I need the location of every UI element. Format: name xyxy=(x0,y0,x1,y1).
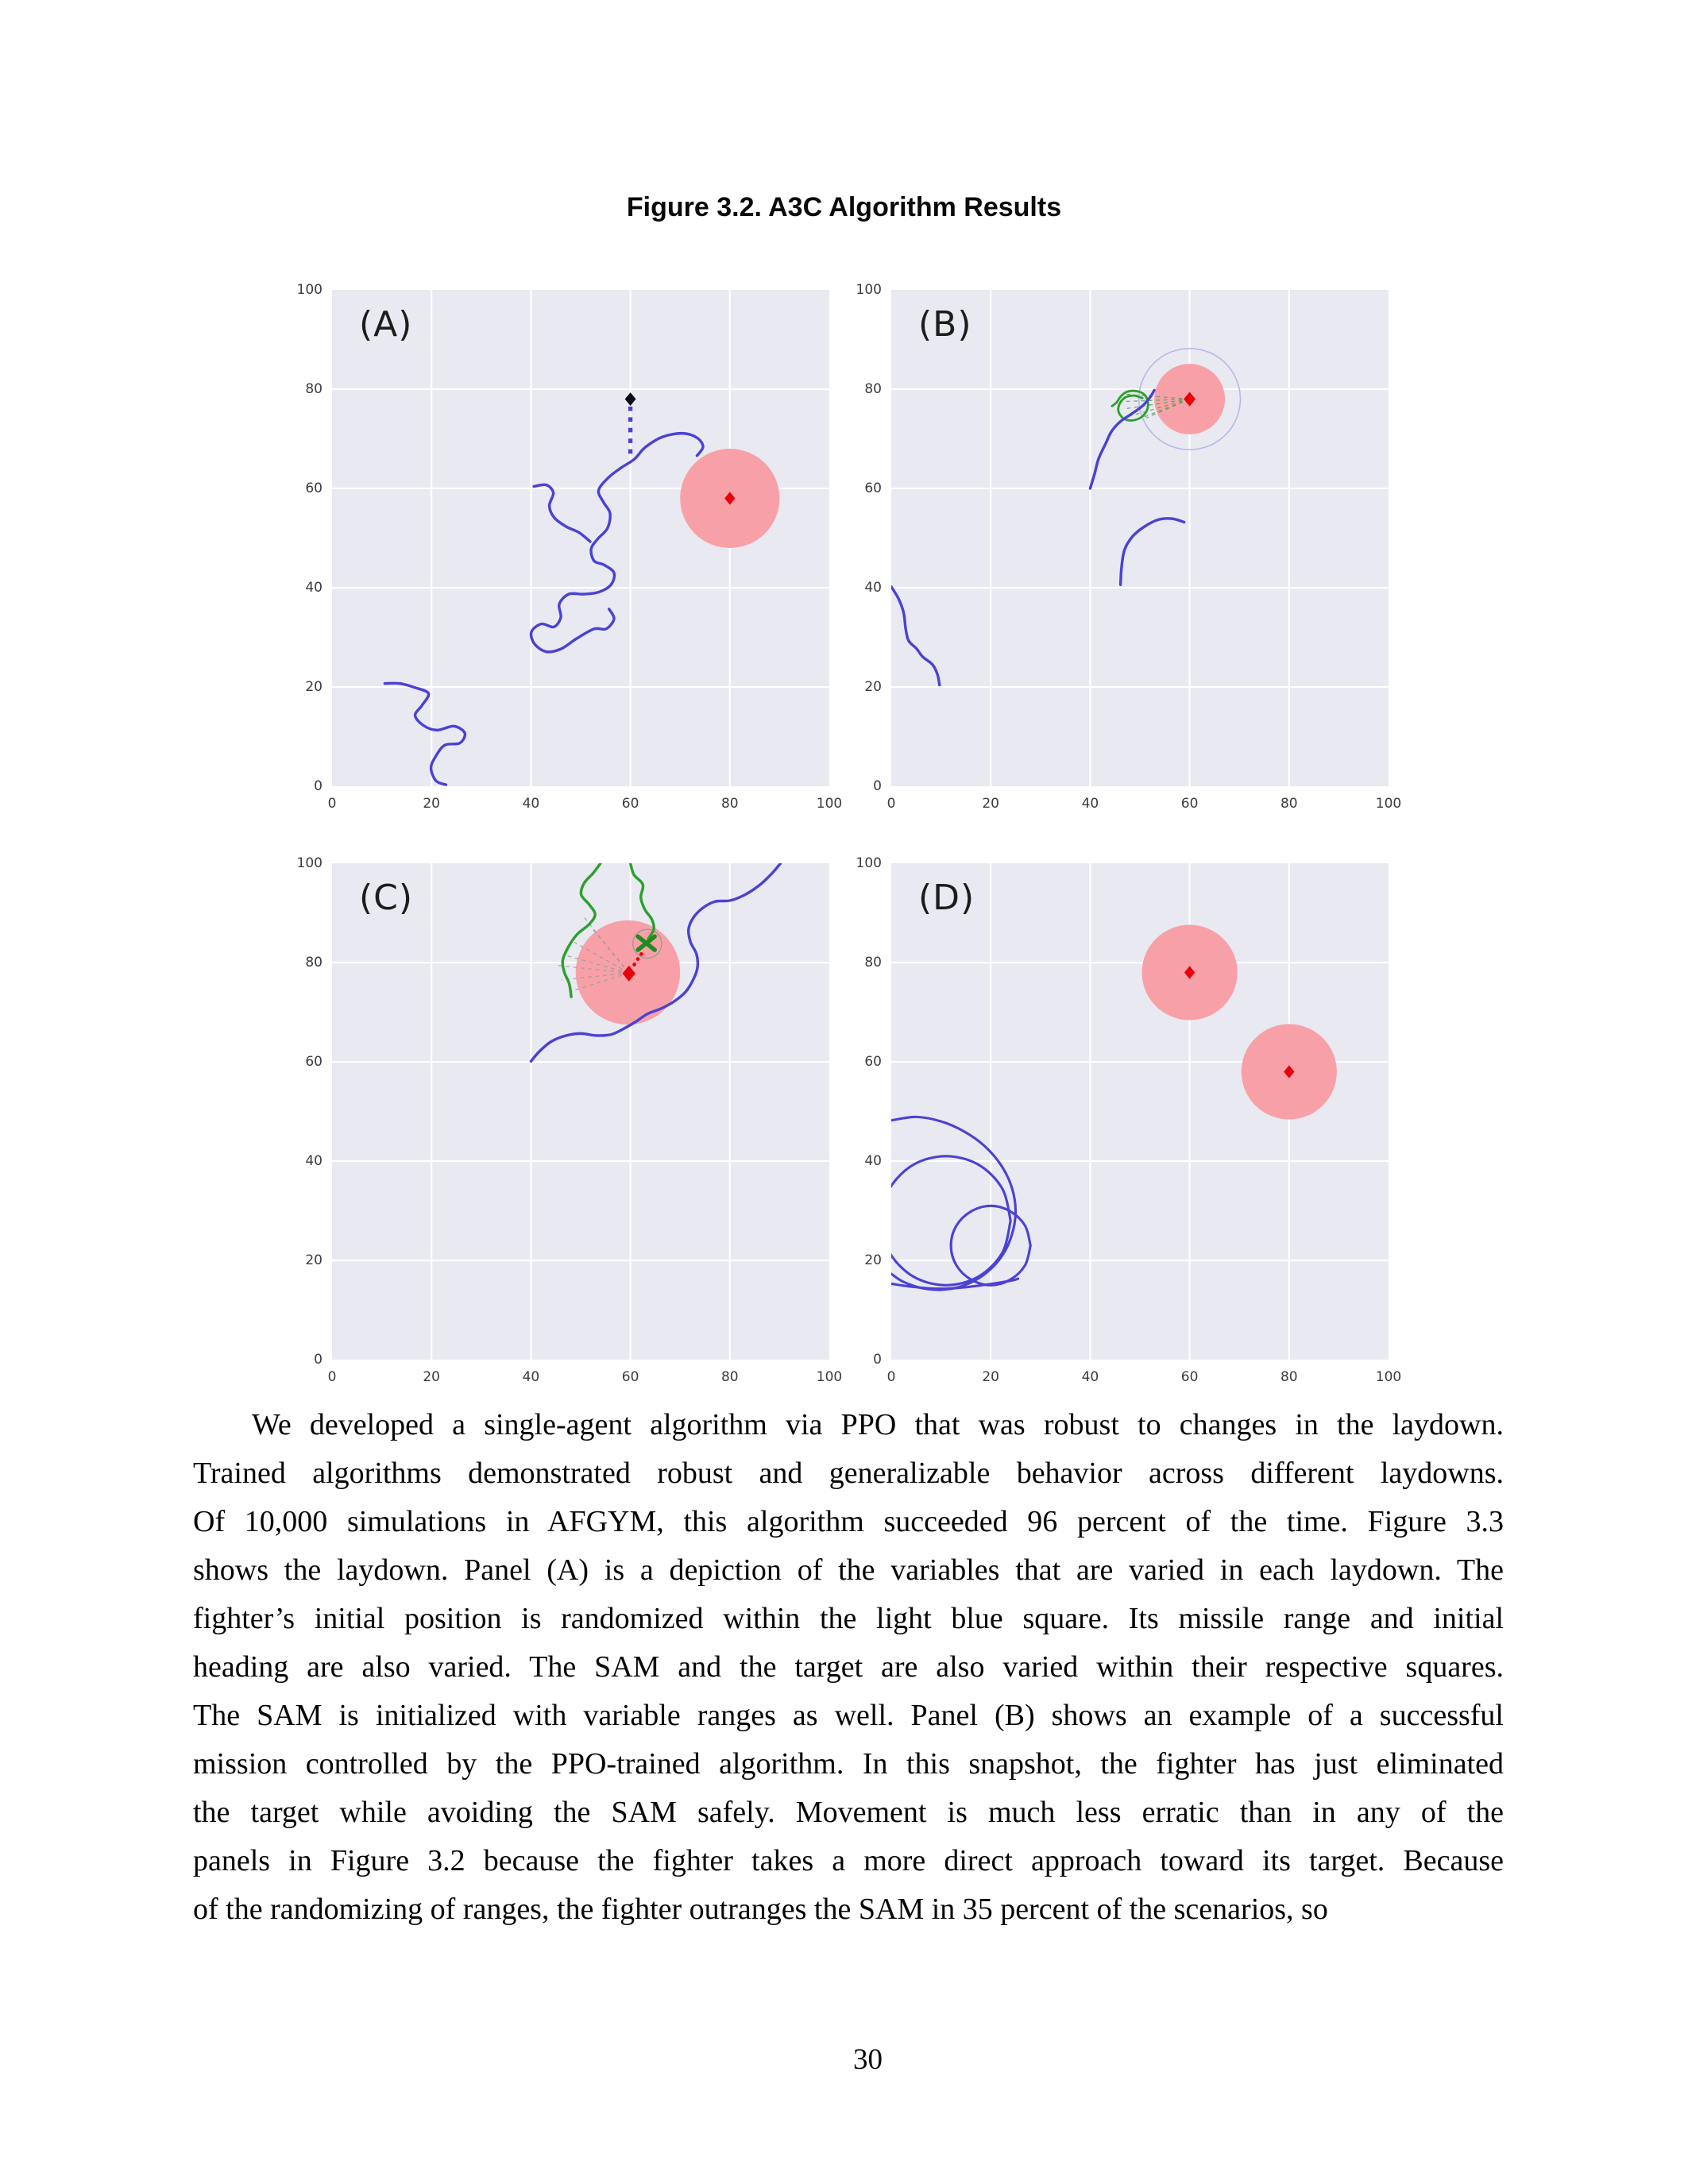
x-tick-label: 100 xyxy=(1375,1369,1402,1385)
x-tick-label: 40 xyxy=(522,796,540,812)
x-axis-ticks xyxy=(886,786,1402,821)
paragraph-line: The SAM is initialized with variable ranges as well. Panel (B) shows an example of a successful xyxy=(193,1699,1504,1732)
paragraph-line: Of 10,000 simulations in AFGYM, this algorithm succeeded 96 percent of the time. Figure 3.3 xyxy=(193,1505,1504,1538)
y-tick-label: 20 xyxy=(864,679,882,695)
x-tick-label: 40 xyxy=(1081,1369,1099,1385)
plot-area-d xyxy=(891,863,1389,1360)
x-tick-label: 20 xyxy=(423,796,440,812)
panel-label-b: (B) xyxy=(918,304,972,345)
x-tick-label: 60 xyxy=(621,796,639,812)
x-tick-label: 80 xyxy=(720,1369,739,1385)
flight-trajectory xyxy=(1090,390,1154,488)
y-tick-label: 20 xyxy=(305,1252,323,1268)
panel-label-c: (C) xyxy=(359,878,414,918)
x-tick-label: 40 xyxy=(1081,796,1099,812)
flight-trajectory xyxy=(384,683,465,785)
y-tick-label: 100 xyxy=(296,855,323,871)
x-tick-label: 60 xyxy=(1180,1369,1199,1385)
y-tick-label: 60 xyxy=(864,1054,882,1070)
plot-area-a xyxy=(332,290,829,786)
panel-d-canvas xyxy=(891,863,1389,1360)
y-tick-label: 0 xyxy=(314,1352,323,1368)
x-tick-label: 0 xyxy=(327,1369,337,1385)
y-tick-label: 0 xyxy=(314,778,323,794)
y-tick-label: 40 xyxy=(305,1153,323,1169)
y-tick-label: 0 xyxy=(873,1352,882,1368)
missile-dot xyxy=(632,963,636,967)
panel-c-canvas xyxy=(332,863,829,1360)
y-tick-label: 100 xyxy=(856,282,882,298)
page-number: 30 xyxy=(853,2043,883,2076)
y-axis-ticks xyxy=(270,282,323,794)
x-tick-label: 60 xyxy=(621,1369,639,1385)
y-tick-label: 20 xyxy=(305,679,323,695)
x-axis-ticks xyxy=(327,1360,843,1395)
x-tick-label: 40 xyxy=(522,1369,540,1385)
flight-trajectory xyxy=(891,1117,1016,1290)
x-tick-label: 80 xyxy=(1280,1369,1298,1385)
panel-b xyxy=(856,282,1402,812)
plot-area-b xyxy=(891,290,1389,786)
x-tick-label: 80 xyxy=(1280,796,1298,812)
x-tick-label: 100 xyxy=(1375,796,1402,812)
x-tick-label: 0 xyxy=(886,1369,896,1385)
x-axis-ticks xyxy=(327,786,843,821)
flight-trajectory xyxy=(1121,519,1184,585)
panel-label-a: (A) xyxy=(359,304,413,345)
y-tick-label: 100 xyxy=(296,282,323,298)
paragraph-line: mission controlled by the PPO-trained algorithm. In this snapshot, the fighter has just eliminated xyxy=(193,1747,1504,1781)
y-tick-label: 80 xyxy=(305,381,323,397)
missile-dot xyxy=(636,957,640,961)
y-axis-ticks xyxy=(829,282,882,794)
y-tick-label: 40 xyxy=(305,580,323,596)
y-tick-label: 0 xyxy=(873,778,882,794)
y-tick-label: 60 xyxy=(864,480,882,496)
panel-c xyxy=(296,855,843,1385)
paragraph-line: of the randomizing of ranges, the fighter outranges the SAM in 35 percent of the scenarios, so xyxy=(193,1893,1328,1926)
x-tick-label: 0 xyxy=(327,796,337,812)
y-tick-label: 80 xyxy=(864,381,882,397)
body-paragraph xyxy=(193,1401,1504,1934)
y-axis-ticks xyxy=(829,855,882,1368)
y-tick-label: 20 xyxy=(864,1252,882,1268)
fighter-marker xyxy=(625,392,636,406)
x-tick-label: 80 xyxy=(720,796,739,812)
plot-area-c xyxy=(332,863,829,1360)
x-tick-label: 100 xyxy=(816,796,843,812)
x-tick-label: 100 xyxy=(816,1369,843,1385)
paragraph-line: the target while avoiding the SAM safely. Movement is much less erratic than in any of the xyxy=(193,1796,1504,1829)
paragraph-line: panels in Figure 3.2 because the fighter takes a more direct approach toward its target. Because xyxy=(193,1844,1504,1877)
paragraph-line: heading are also varied. The SAM and the target are also varied within their respective squares. xyxy=(193,1650,1504,1684)
y-axis-ticks xyxy=(270,855,323,1368)
panel-d xyxy=(856,855,1402,1385)
panel-a-canvas xyxy=(332,290,829,786)
y-tick-label: 40 xyxy=(864,1153,882,1169)
missile-dot xyxy=(639,952,643,956)
panel-b-canvas xyxy=(891,290,1389,786)
y-tick-label: 40 xyxy=(864,580,882,596)
panel-label-d: (D) xyxy=(918,878,975,918)
x-axis-ticks xyxy=(886,1360,1402,1395)
y-tick-label: 80 xyxy=(864,955,882,970)
panel-a xyxy=(296,282,843,812)
flight-trajectory xyxy=(534,484,590,542)
figure-title: Figure 3.2. A3C Algorithm Results xyxy=(626,192,1062,222)
y-tick-label: 80 xyxy=(305,955,323,970)
x-tick-label: 0 xyxy=(886,796,896,812)
flight-trajectory xyxy=(891,587,940,685)
paragraph-line: fighter’s initial position is randomized within the light blue square. Its missile range and initial xyxy=(193,1602,1504,1635)
paragraph-line: shows the laydown. Panel (A) is a depiction of the variables that are varied in each laydown. The xyxy=(193,1553,1504,1587)
x-tick-label: 20 xyxy=(423,1369,440,1385)
y-tick-label: 60 xyxy=(305,1054,323,1070)
x-tick-label: 60 xyxy=(1180,796,1199,812)
paragraph-line: We developed a single-agent algorithm via PPO that was robust to changes in the laydown. xyxy=(252,1408,1504,1441)
y-tick-label: 60 xyxy=(305,480,323,496)
x-tick-label: 20 xyxy=(982,796,999,812)
y-tick-label: 100 xyxy=(856,855,882,871)
flight-trajectory xyxy=(891,1156,1010,1286)
x-tick-label: 20 xyxy=(982,1369,999,1385)
paragraph-line: Trained algorithms demonstrated robust and generalizable behavior across different laydowns. xyxy=(193,1457,1504,1490)
flight-trajectory xyxy=(531,434,703,652)
